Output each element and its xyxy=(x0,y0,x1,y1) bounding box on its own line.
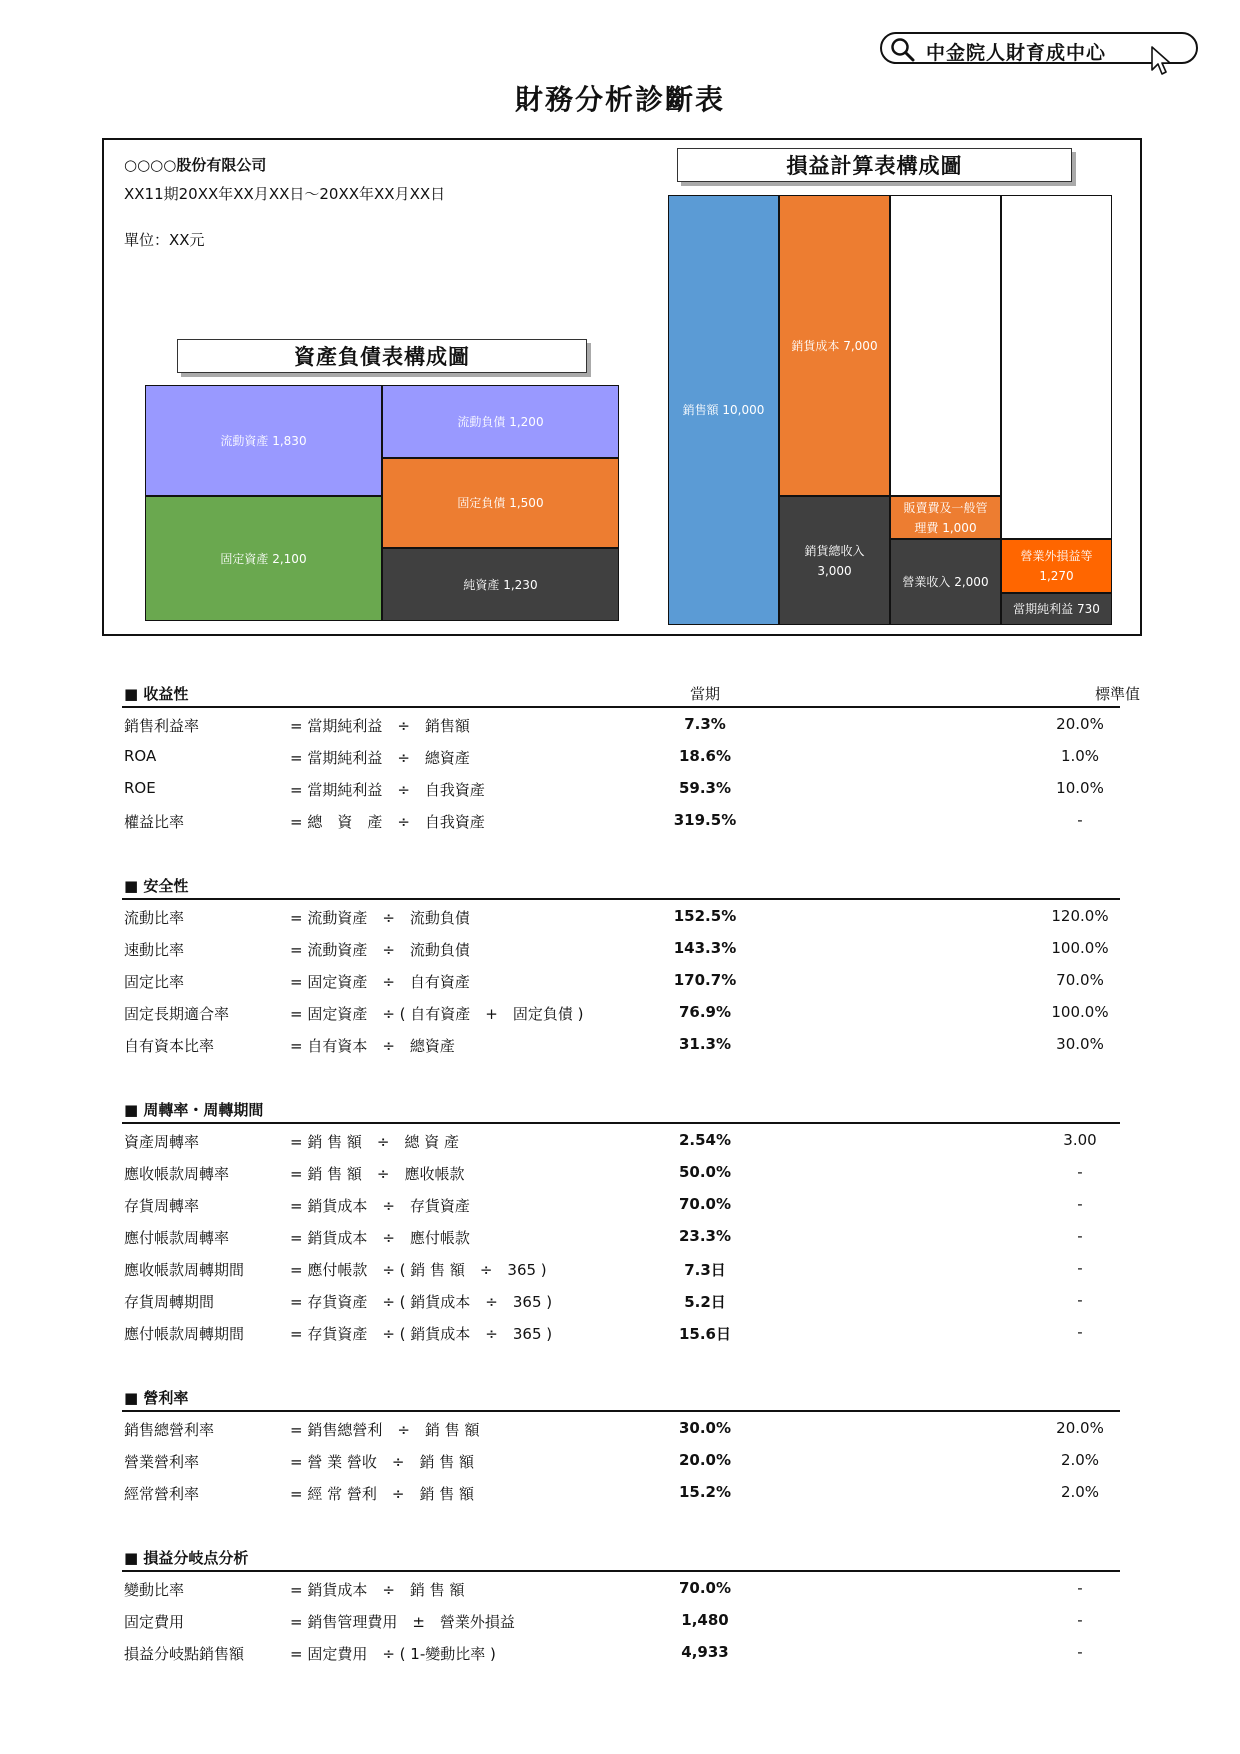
cursor-icon xyxy=(1150,46,1174,78)
row-label: 應付帳款周轉期間 xyxy=(124,1325,245,1343)
row-standard: - xyxy=(1077,1195,1083,1213)
row-current: 4,933 xyxy=(681,1643,729,1661)
row-formula: = 銷貨成本 ÷ 應付帳款 xyxy=(290,1229,470,1247)
row-current: 70.0% xyxy=(678,1579,732,1597)
section-title: ■ 損益分岐点分析 xyxy=(124,1549,249,1567)
balance-block-label: 固定負債 1,500 xyxy=(457,496,544,510)
balance-block-label: 流動負債 1,200 xyxy=(457,414,544,429)
section-title: ■ 收益性 xyxy=(124,685,189,703)
income-block-label: 販賣費及一般管 理費 1,000 xyxy=(903,500,988,535)
row-label: 經常營利率 xyxy=(124,1485,200,1503)
income-block-operating-income xyxy=(890,539,1001,625)
row-formula: = 流動資產 ÷ 流動負債 xyxy=(290,909,470,927)
row-standard: 3.00 xyxy=(1063,1131,1097,1149)
income-statement-title: 損益計算表構成圖 xyxy=(677,148,1072,182)
row-formula: = 固定資產 ÷ ( 自有資產 + 固定負債 ) xyxy=(290,1005,584,1023)
row-current: 143.3% xyxy=(673,939,737,957)
row-current: 15.2% xyxy=(678,1483,732,1501)
row-current: 5.2日 xyxy=(684,1293,726,1311)
section-title: ■ 周轉率・周轉期間 xyxy=(124,1101,264,1119)
section-divider xyxy=(122,706,1120,708)
section-divider xyxy=(122,1410,1120,1412)
row-label: 存貨周轉期間 xyxy=(124,1293,215,1311)
section-divider xyxy=(122,1122,1120,1124)
row-standard: - xyxy=(1077,1611,1083,1629)
header-badge xyxy=(880,32,1198,64)
row-standard: 120.0% xyxy=(1051,907,1109,925)
row-standard: - xyxy=(1077,1579,1083,1597)
income-block-label: 銷貨總收入 3,000 xyxy=(804,543,865,578)
row-label: 資產周轉率 xyxy=(124,1133,200,1151)
row-standard: - xyxy=(1077,1259,1083,1277)
income-block-sga xyxy=(890,496,1001,539)
row-current: 7.3日 xyxy=(684,1261,726,1279)
row-current: 76.9% xyxy=(678,1003,732,1021)
row-formula: = 銷售管理費用 ± 營業外損益 xyxy=(290,1613,515,1631)
header-standard: 標準值 xyxy=(1094,685,1140,703)
balance-block-label: 純資產 1,230 xyxy=(463,577,538,592)
income-block-label: 營業收入 2,000 xyxy=(902,575,989,589)
row-current: 18.6% xyxy=(678,747,732,765)
row-current: 152.5% xyxy=(673,907,737,925)
row-current: 319.5% xyxy=(673,811,737,829)
income-block-label: 銷貨成本 7,000 xyxy=(791,338,878,353)
row-formula: = 營 業 營收 ÷ 銷 售 額 xyxy=(290,1453,474,1471)
row-current: 7.3% xyxy=(684,715,726,733)
row-label: 損益分岐點銷售額 xyxy=(124,1645,245,1663)
page-title: 財務分析診斷表 xyxy=(514,83,725,116)
balance-block-net-assets xyxy=(382,548,619,621)
row-current: 30.0% xyxy=(678,1419,732,1437)
row-formula: = 固定費用 ÷ ( 1-變動比率 ) xyxy=(290,1645,496,1663)
row-label: 存貨周轉率 xyxy=(124,1197,200,1215)
row-label: 營業營利率 xyxy=(124,1453,200,1471)
row-standard: - xyxy=(1077,1643,1083,1661)
row-current: 170.7% xyxy=(673,971,737,989)
row-formula: = 當期純利益 ÷ 銷售額 xyxy=(290,717,470,735)
row-standard: 100.0% xyxy=(1051,939,1109,957)
income-block-label: 銷售額 10,000 xyxy=(682,403,765,417)
income-empty-column xyxy=(890,195,1001,496)
income-block-net-income xyxy=(1001,593,1112,625)
balance-block-current-liabilities xyxy=(382,385,619,458)
row-standard: 2.0% xyxy=(1060,1483,1100,1501)
row-formula: = 銷貨成本 ÷ 存貨資產 xyxy=(290,1197,470,1215)
row-label: 變動比率 xyxy=(124,1581,185,1599)
row-current: 2.54% xyxy=(678,1131,732,1149)
row-current: 50.0% xyxy=(678,1163,732,1181)
row-current: 31.3% xyxy=(678,1035,732,1053)
row-formula: = 當期純利益 ÷ 總資產 xyxy=(290,749,470,767)
row-formula: = 銷貨成本 ÷ 銷 售 額 xyxy=(290,1581,465,1599)
header-current: 當期 xyxy=(689,685,720,703)
row-standard: 20.0% xyxy=(1056,1419,1104,1437)
row-label: 應收帳款周轉期間 xyxy=(124,1261,245,1279)
company-name: ○○○○股份有限公司 xyxy=(124,156,267,174)
row-label: 固定比率 xyxy=(124,973,185,991)
row-current: 15.6日 xyxy=(678,1325,731,1343)
row-standard: 100.0% xyxy=(1051,1003,1109,1021)
balance-block-label: 固定資產 2,100 xyxy=(220,551,307,566)
section-title: ■ 安全性 xyxy=(124,877,189,895)
row-current: 70.0% xyxy=(678,1195,732,1213)
income-block-gross-profit xyxy=(779,496,890,625)
row-label: 銷售總營利率 xyxy=(124,1421,215,1439)
row-formula: = 總 資 產 ÷ 自我資產 xyxy=(290,813,485,831)
row-formula: = 存貨資產 ÷ ( 銷貨成本 ÷ 365 ) xyxy=(290,1293,553,1311)
row-formula: = 自有資本 ÷ 總資產 xyxy=(290,1037,455,1055)
row-formula: = 固定資產 ÷ 自有資產 xyxy=(290,973,470,991)
section-title: ■ 營利率 xyxy=(124,1389,189,1407)
row-formula: = 銷 售 額 ÷ 應收帳款 xyxy=(290,1165,465,1183)
row-current: 20.0% xyxy=(678,1451,732,1469)
row-current: 23.3% xyxy=(678,1227,732,1245)
balance-block-fixed-assets xyxy=(145,496,382,621)
row-standard: 20.0% xyxy=(1056,715,1104,733)
row-label: 速動比率 xyxy=(124,941,185,959)
row-label: ROA xyxy=(124,747,157,765)
balance-block-current-assets xyxy=(145,385,382,496)
row-formula: = 應付帳款 ÷ ( 銷 售 額 ÷ 365 ) xyxy=(290,1261,547,1279)
row-formula: = 經 常 營利 ÷ 銷 售 額 xyxy=(290,1485,474,1503)
row-standard: - xyxy=(1077,811,1083,829)
row-label: 固定長期適合率 xyxy=(124,1005,230,1023)
section-divider xyxy=(122,1570,1120,1572)
search-icon xyxy=(890,37,916,63)
balance-sheet-title: 資產負債表構成圖 xyxy=(177,339,587,373)
income-block-non-operating xyxy=(1001,539,1112,593)
row-formula: = 銷 售 額 ÷ 總 資 產 xyxy=(290,1133,459,1151)
income-empty-column xyxy=(1001,195,1112,539)
row-standard: 30.0% xyxy=(1056,1035,1104,1053)
row-label: ROE xyxy=(124,779,156,797)
row-label: 銷售利益率 xyxy=(124,717,200,735)
row-current: 59.3% xyxy=(678,779,732,797)
row-label: 應收帳款周轉率 xyxy=(124,1165,230,1183)
balance-block-fixed-liabilities xyxy=(382,458,619,548)
row-label: 應付帳款周轉率 xyxy=(124,1229,230,1247)
row-label: 自有資本比率 xyxy=(124,1037,215,1055)
section-divider xyxy=(122,898,1120,900)
row-current: 1,480 xyxy=(681,1611,729,1629)
row-label: 固定費用 xyxy=(124,1613,185,1631)
row-standard: - xyxy=(1077,1163,1083,1181)
row-standard: 2.0% xyxy=(1060,1451,1100,1469)
row-formula: = 當期純利益 ÷ 自我資產 xyxy=(290,781,485,799)
income-block-sales xyxy=(668,195,779,625)
row-standard: - xyxy=(1077,1323,1083,1341)
row-formula: = 銷售總營利 ÷ 銷 售 額 xyxy=(290,1421,480,1439)
badge-text: 中金院人財育成中心 xyxy=(926,42,1107,64)
row-standard: 70.0% xyxy=(1056,971,1104,989)
row-label: 流動比率 xyxy=(124,909,185,927)
fiscal-period: XX11期20XX年XX月XX日～20XX年XX月XX日 xyxy=(124,185,446,203)
balance-block-label: 流動資產 1,830 xyxy=(220,433,307,448)
row-standard: - xyxy=(1077,1227,1083,1245)
row-standard: - xyxy=(1077,1291,1083,1309)
income-block-label: 營業外損益等 1,270 xyxy=(1020,549,1093,583)
row-label: 權益比率 xyxy=(124,813,185,831)
row-standard: 10.0% xyxy=(1056,779,1104,797)
row-formula: = 流動資產 ÷ 流動負債 xyxy=(290,941,470,959)
income-block-label: 當期純利益 730 xyxy=(1013,602,1100,616)
income-block-cogs xyxy=(779,195,890,496)
row-formula: = 存貨資產 ÷ ( 銷貨成本 ÷ 365 ) xyxy=(290,1325,553,1343)
unit-label: 單位：XX元 xyxy=(124,231,205,249)
row-standard: 1.0% xyxy=(1060,747,1100,765)
